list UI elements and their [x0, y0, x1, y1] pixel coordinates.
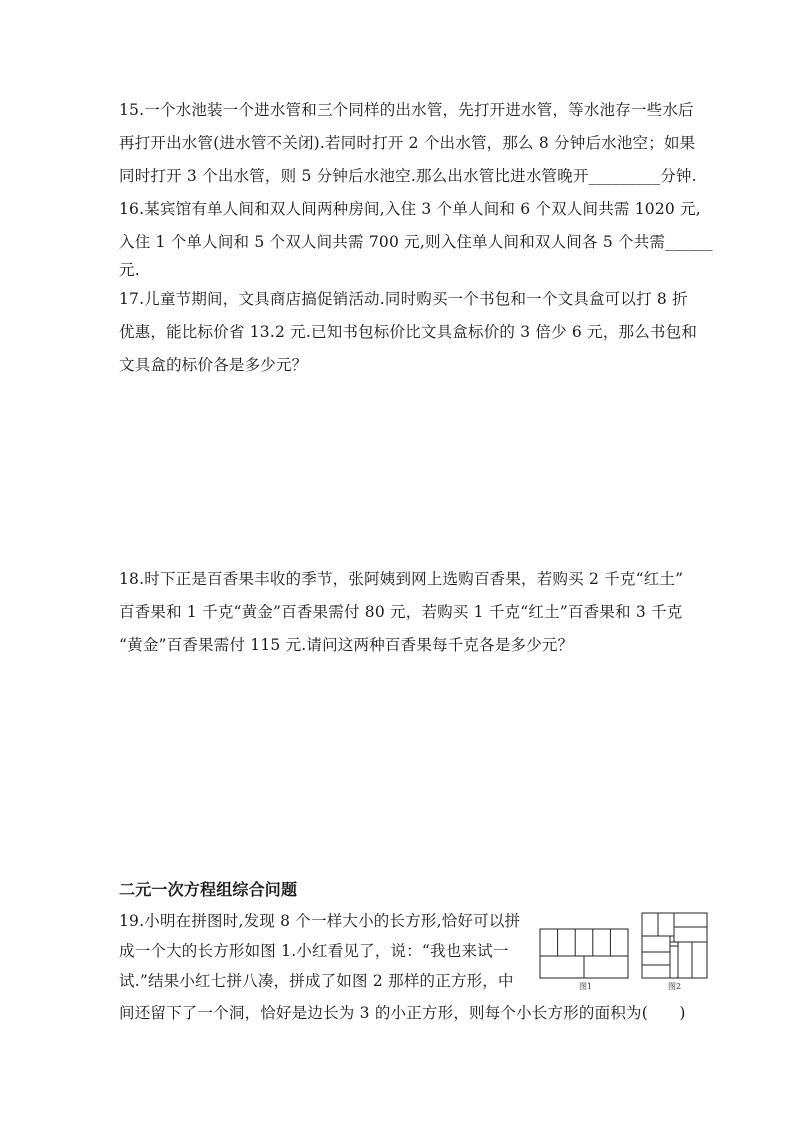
figure-2-diagram	[640, 912, 710, 994]
q18-line-1: 18.时下正是百香果丰收的季节，张阿姨到网上选购百香果，若购买 2 千克“红土”	[119, 570, 684, 588]
q19-line-4: 间还留下了一个洞，恰好是边长为 3 的小正方形，则每个小长方形的面积为( )	[119, 1004, 686, 1022]
q16-line-3: 元.	[119, 261, 140, 279]
q19-line-2: 成一个大的长方形如图 1.小红看见了，说：“我也来试一	[119, 942, 509, 960]
q17-line-3: 文具盒的标价各是多少元？	[119, 356, 308, 374]
fig1-caption: 图1	[579, 982, 593, 991]
fig2-caption: 图2	[668, 982, 682, 991]
fig2-hole	[670, 942, 678, 946]
q15-line-1: 15.一个水池装一个进水管和三个同样的出水管，先打开进水管，等水池存一些水后	[119, 101, 694, 119]
figure-1-diagram	[538, 927, 632, 995]
q15-line-2: 再打开出水管(进水管不关闭).若同时打开 2 个出水管，那么 8 分钟后水池空；如果	[119, 134, 696, 152]
q19-line-1: 19.小明在拼图时,发现 8 个一样大小的长方形,恰好可以拼	[119, 912, 521, 930]
q19-line-3: 试.”结果小红七拼八凑，拼成了如图 2 那样的正方形，中	[119, 972, 514, 990]
q15-line-3: 同时打开 3 个出水管，则 5 分钟后水池空.那么出水管比进水管晚开_________分钟.	[119, 167, 697, 185]
q17-line-2: 优惠，能比标价省 13.2 元.已知书包标价比文具盒标价的 3 倍少 6 元，那么书包和	[119, 323, 698, 341]
q16-line-2: 入住 1 个单人间和 5 个双人间共需 700 元,则入住单人间和双人间各 5 个共需______	[119, 233, 713, 251]
q16-line-1: 16.某宾馆有单人间和双人间两种房间,入住 3 个单人间和 6 个双人间共需 1020 元,	[119, 200, 701, 218]
section-heading: 二元一次方程组综合问题	[119, 880, 298, 899]
q18-line-2: 百香果和 1 千克“黄金”百香果需付 80 元，若购买 1 千克“红土”百香果和 3 千克	[119, 603, 683, 621]
q17-line-1: 17.儿童节期间，文具商店搞促销活动.同时购买一个书包和一个文具盒可以打 8 折	[119, 290, 688, 308]
q18-line-3: “黄金”百香果需付 115 元.请问这两种百香果每千克各是多少元？	[119, 636, 574, 654]
